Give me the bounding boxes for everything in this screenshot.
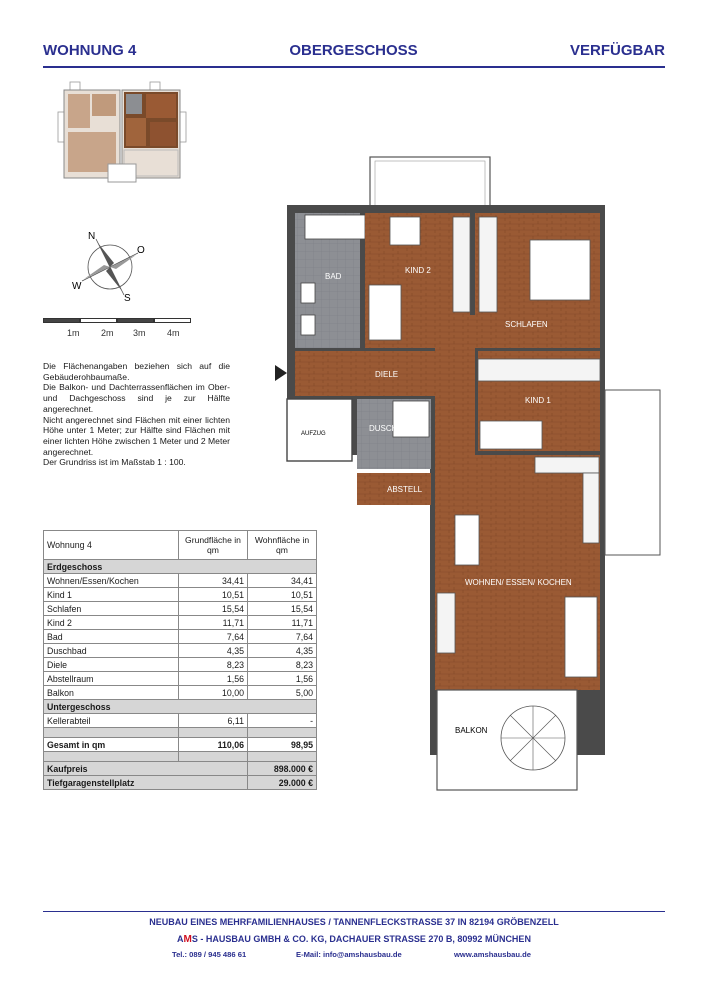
table-cell: 898.000 € — [248, 762, 317, 776]
company-line — [43, 934, 665, 945]
compass-s: S — [124, 293, 131, 304]
table-cell — [44, 752, 179, 762]
brand-letter: M — [183, 934, 192, 945]
room-label-diele: DIELE — [375, 370, 399, 379]
header-divider — [43, 66, 665, 68]
table-cell: - — [248, 714, 317, 728]
table-cell: 1,56 — [248, 672, 317, 686]
table-cell: 10,51 — [248, 588, 317, 602]
room-label-kind1: KIND 1 — [525, 396, 551, 405]
table-cell: 7,64 — [179, 630, 248, 644]
col-header-wohnflaeche: Wohnfläche in qm — [248, 531, 317, 560]
room-label-balkon: BALKON — [455, 726, 488, 735]
note-line: Die Flächenangaben beziehen sich auf die Gebäuderohbaumaße. — [43, 361, 230, 382]
scale-bar — [43, 318, 193, 348]
availability-status: VERFÜGBAR — [569, 42, 665, 59]
table-cell: 29.000 € — [248, 776, 317, 790]
table-cell: Wohnen/Essen/Kochen — [44, 574, 179, 588]
table-cell — [179, 752, 248, 762]
table-title: Wohnung 4 — [44, 531, 179, 560]
section-header: Untergeschoss — [44, 700, 317, 714]
table-cell: 4,35 — [248, 644, 317, 658]
table-cell: Kellerabteil — [44, 714, 179, 728]
company-address: - HAUSBAU GMBH & CO. KG, DACHAUER STRASSE 270 B, 80992 MÜNCHEN — [197, 934, 531, 944]
room-label-dusche: DUSCHE — [369, 424, 403, 433]
note-line: Der Grundriss ist im Maßstab 1 : 100. — [43, 457, 186, 468]
table-cell: 4,35 — [179, 644, 248, 658]
compass-n: N — [88, 231, 96, 242]
note-line: Nicht angerechnet sind Flächen mit einer lichten Höhe unter 1 Meter; zur Hälfte sind Flächen mit einer lichten Höhe zwischen 1 Meter und 2 Meter angerechnet. — [43, 414, 230, 457]
table-cell: Bad — [44, 630, 179, 644]
compass-o: O — [137, 245, 145, 256]
table-cell: 98,95 — [248, 738, 317, 752]
table-cell: Diele — [44, 658, 179, 672]
table-cell: 10,00 — [179, 686, 248, 700]
room-label-kind2: KIND 2 — [405, 266, 431, 275]
table-cell: Abstellraum — [44, 672, 179, 686]
scale-label: 4m — [167, 328, 180, 338]
table-cell — [44, 728, 179, 738]
phone-number: Tel.: 089 / 945 486 61 — [172, 950, 247, 959]
floor-plan — [265, 155, 685, 795]
section-header: Erdgeschoss — [44, 560, 317, 574]
table-cell: Balkon — [44, 686, 179, 700]
note-line: Die Balkon- und Dachterrassenflächen im Ober- und Dachgeschoss sind je zur Hälfte angerechnet. — [43, 382, 230, 414]
table-cell: Schlafen — [44, 602, 179, 616]
room-label-bad: BAD — [325, 272, 342, 281]
project-line: NEUBAU EINES MEHRFAMILIENHAUSES / TANNENFLECKSTRASSE 37 IN 82194 GRÖBENZELL — [149, 917, 559, 927]
footer-divider — [43, 911, 665, 912]
table-cell: Kaufpreis — [44, 762, 248, 776]
table-cell: 8,23 — [248, 658, 317, 672]
col-header-grundflaeche: Grundfläche in qm — [179, 531, 248, 560]
table-cell — [179, 728, 248, 738]
table-cell: 10,51 — [179, 588, 248, 602]
table-cell: 110,06 — [179, 738, 248, 752]
website-link[interactable]: www.amshausbau.de — [454, 950, 531, 959]
table-cell: 15,54 — [248, 602, 317, 616]
table-cell: 6,11 — [179, 714, 248, 728]
building-overview-thumbnail — [50, 78, 195, 190]
email-link[interactable]: E-Mail: info@amshausbau.de — [296, 950, 402, 959]
room-label-abstell: ABSTELL — [387, 485, 423, 494]
scale-label: 1m — [67, 328, 80, 338]
unit-title: WOHNUNG 4 — [43, 42, 137, 59]
compass-w: W — [72, 281, 82, 292]
table-cell: Duschbad — [44, 644, 179, 658]
table-cell: 5,00 — [248, 686, 317, 700]
table-cell: Gesamt in qm — [44, 738, 179, 752]
scale-label: 2m — [101, 328, 114, 338]
room-label-schlafen: SCHLAFEN — [505, 320, 548, 329]
table-cell: 34,41 — [179, 574, 248, 588]
table-cell: 11,71 — [248, 616, 317, 630]
table-cell: Tiefgaragenstellplatz — [44, 776, 248, 790]
brand-letter: A — [177, 934, 184, 944]
room-label-aufzug: AUFZUG — [301, 431, 326, 437]
compass-rose — [60, 225, 160, 305]
floor-title: OBERGESCHOSS — [289, 42, 418, 59]
table-cell: 34,41 — [248, 574, 317, 588]
brand-letter: S — [191, 934, 198, 944]
table-cell: 8,23 — [179, 658, 248, 672]
room-label-wohnen: WOHNEN/ ESSEN/ KOCHEN — [465, 578, 572, 587]
table-cell: 15,54 — [179, 602, 248, 616]
table-cell: 1,56 — [179, 672, 248, 686]
table-cell: Kind 2 — [44, 616, 179, 630]
table-cell: Kind 1 — [44, 588, 179, 602]
table-cell: 11,71 — [179, 616, 248, 630]
area-notes — [43, 361, 230, 468]
table-cell: 7,64 — [248, 630, 317, 644]
scale-label: 3m — [133, 328, 146, 338]
